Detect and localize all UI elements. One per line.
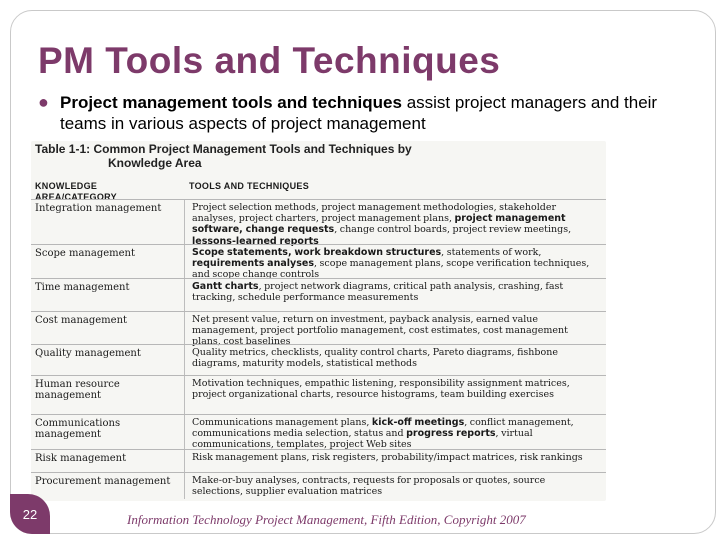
tools-segment: , conflict management, communications media selection, status and [192,417,574,440]
footer-text: Information Technology Project Management, Fifth Edition, Copyright 2007 [127,512,526,527]
tools-segment: , scope management plans, scope verification techniques, and scope change controls [192,258,590,281]
bullet-rest-text: assist project managers and their teams in various aspects of project management [60,93,658,133]
column-header-tools: TOOLS AND TECHNIQUES [189,181,310,191]
tools-segment: Communications management plans, [192,417,372,428]
tools-cell [192,378,597,400]
bullet-bold-text: Project management tools and techniques [60,93,402,112]
tools-segment: Motivation techniques, empathic listening, responsibility assignment matrices, project organizational charts, resource histograms, team building exercises [192,378,570,401]
page-number: 22 [10,494,50,534]
knowledge-area-cell: Procurement management [35,476,171,487]
table-caption-line1: Table 1-1: Common Project Management Tools and Techniques by [35,142,412,156]
tools-cell [192,347,597,369]
tools-bold-segment: lessons-learned reports [192,235,319,247]
tools-bold-segment: Scope statements, work breakdown structures [192,247,442,258]
tools-segment: , virtual communications, templates, project Web sites [192,428,533,451]
tools-segment: , project network diagrams, critical path analysis, crashing, fast tracking, schedule performance measurements [192,281,564,304]
bullet-point [38,92,688,134]
tools-segment: Net present value, return on investment, payback analysis, earned value management, project portfolio management, cost estimates, cost management plans, cost baselines [192,314,568,348]
table-row [31,344,606,376]
column-header-area-line2: AREA/CATEGORY [35,192,117,202]
tools-bold-segment: project management software, change requests [192,213,566,236]
tools-cell [192,452,597,463]
knowledge-area-cell: Time management [35,282,130,293]
table-caption-line2: Knowledge Area [108,156,202,170]
knowledge-area-cell: Communications management [35,418,121,440]
tools-segment: Quality metrics, checklists, quality control charts, Pareto diagrams, fishbone diagrams, maturity models, statistical methods [192,347,558,370]
tools-cell [192,247,597,281]
knowledge-area-cell: Quality management [35,348,141,359]
table-row [31,244,606,279]
table-row [31,449,606,473]
slide-title: PM Tools and Techniques [38,40,501,81]
table-row [31,311,606,348]
tools-cell [192,314,597,348]
tools-cell [192,281,597,303]
column-header-area-line1: KNOWLEDGE [35,181,98,191]
knowledge-area-cell: Scope management [35,248,135,259]
tools-segment: , change control boards, project review meetings, [334,224,572,236]
table-row [31,414,606,450]
tools-segment: , statements of work, [441,247,542,258]
bullet-text [60,92,688,134]
table-image [31,141,606,501]
tools-bold-segment: Gantt charts [192,281,259,292]
tools-cell [192,417,597,451]
knowledge-area-cell: Human resource management [35,379,120,401]
tools-bold-segment: kick-off meetings [371,417,465,428]
tools-cell [192,202,597,247]
knowledge-area-cell: Integration management [35,203,162,214]
table-row [31,472,606,501]
tools-segment: Project selection methods, project management methodologies, stakeholder analyses, project charters, project management plans, [192,202,557,225]
table-row [31,375,606,415]
knowledge-area-cell: Risk management [35,453,127,464]
bullet-icon: ● [38,92,49,112]
tools-segment: Make-or-buy analyses, contracts, requests for proposals or quotes, source selections, supplier evaluation matrices [192,475,546,498]
tools-cell [192,475,597,497]
tools-bold-segment: progress reports [406,428,496,440]
tools-segment: Risk management plans, risk registers, probability/impact matrices, risk rankings [192,452,583,463]
table-caption [35,142,412,170]
table-row [31,278,606,312]
knowledge-area-cell: Cost management [35,315,128,326]
tools-bold-segment: requirements analyses [192,258,314,270]
table-row [31,199,606,245]
